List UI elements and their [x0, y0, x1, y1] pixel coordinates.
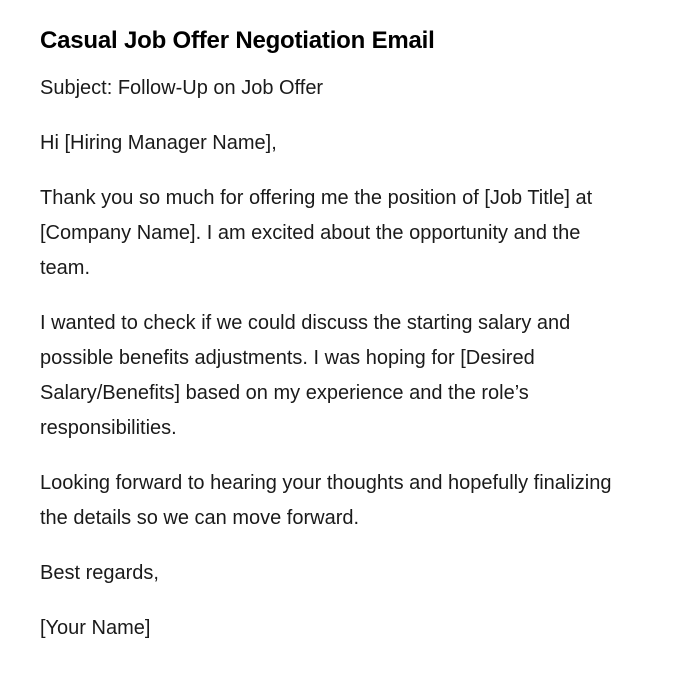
email-greeting: Hi [Hiring Manager Name],: [40, 132, 277, 154]
page-title: Casual Job Offer Negotiation Email: [40, 27, 435, 54]
email-paragraph-thanks: Thank you so much for offering me the position of [Job Title] at [Company Name]. I am excited about the opportunity and the team.: [40, 187, 593, 279]
email-closing: Best regards,: [40, 562, 159, 584]
email-paragraph-closing-remarks: Looking forward to hearing your thoughts and hopefully finalizing the details so we can move forward.: [40, 472, 612, 529]
email-signature: [Your Name]: [40, 617, 151, 639]
email-paragraph-negotiation: I wanted to check if we could discuss the starting salary and possible benefits adjustments. I was hoping for [Desired Salary/Benefits] based on my experience and the role’s responsibilities.: [40, 312, 571, 439]
email-subject: Subject: Follow-Up on Job Offer: [40, 77, 324, 99]
